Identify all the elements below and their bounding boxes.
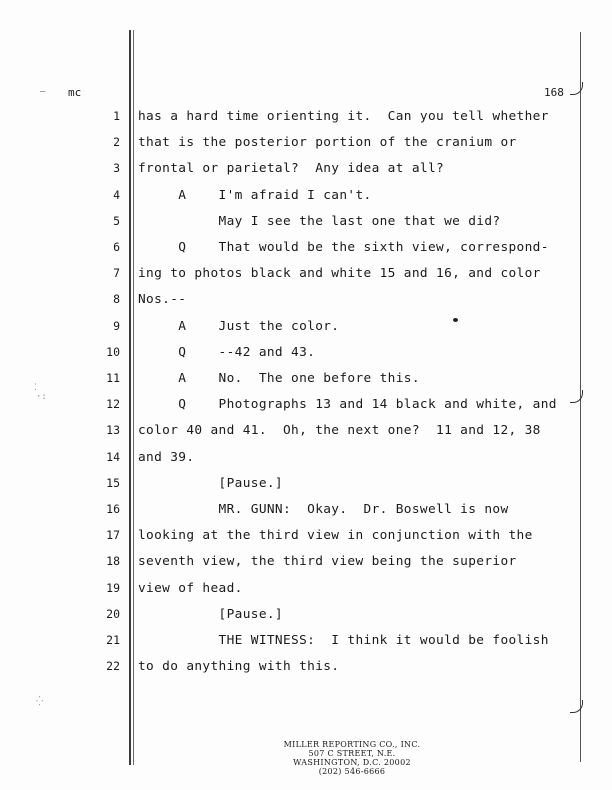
- line-number: 4: [113, 187, 120, 202]
- line-text: seventh view, the third view being the superior: [138, 554, 517, 570]
- line-text: Q --42 and 43.: [138, 344, 316, 360]
- line-text: [Pause.]: [138, 606, 283, 622]
- scan-mark: ⁛: [36, 697, 44, 707]
- line-number: 16: [106, 502, 120, 516]
- scan-mark: ·:: [36, 392, 47, 402]
- transcript-line: [0, 633, 612, 653]
- transcript-line: [0, 135, 612, 155]
- transcript-line: [0, 397, 612, 417]
- scan-mark: —: [40, 87, 46, 97]
- transcript-line: [0, 109, 612, 129]
- margin-bracket-mark: [570, 82, 583, 95]
- line-text: Q Photographs 13 and 14 black and white, and: [138, 397, 557, 413]
- transcript-line: [0, 450, 612, 470]
- line-number: 17: [106, 528, 120, 543]
- line-number: 7: [113, 266, 120, 281]
- line-text: MR. GUNN: Okay. Dr. Boswell is now: [138, 502, 509, 517]
- line-text: looking at the third view in conjunction with the: [138, 528, 533, 544]
- transcript-line: [0, 476, 612, 496]
- line-number: 1: [113, 109, 120, 123]
- line-number: 3: [113, 161, 120, 176]
- line-text: view of head.: [138, 580, 243, 596]
- transcript-line: [0, 188, 612, 208]
- line-number: 21: [106, 633, 120, 647]
- ink-speck: [453, 318, 458, 322]
- line-number: 13: [106, 423, 120, 438]
- line-number: 20: [106, 606, 120, 621]
- line-number: 19: [106, 580, 120, 595]
- reporter-phone: (202) 546-6666: [318, 767, 386, 776]
- transcript-line: [0, 528, 612, 548]
- line-text: A No. The one before this.: [138, 371, 420, 386]
- transcript-line: [0, 240, 612, 260]
- operator-initials: mc: [68, 86, 82, 99]
- reporter-company: MILLER REPORTING CO., INC.: [283, 740, 421, 749]
- line-number: 2: [113, 135, 120, 150]
- line-text: ing to photos black and white 15 and 16, and color: [138, 266, 541, 282]
- line-number: 8: [113, 292, 120, 307]
- transcript-line: [0, 319, 612, 339]
- line-number: 14: [106, 449, 120, 464]
- line-number: 22: [106, 659, 120, 674]
- line-text: has a hard time orienting it. Can you tell whether: [138, 109, 549, 124]
- line-number: 18: [106, 554, 120, 569]
- line-text: Q That would be the sixth view, correspond-: [138, 240, 549, 255]
- scan-mark: ⁚: [34, 383, 37, 393]
- line-text: May I see the last one that we did?: [138, 213, 501, 229]
- margin-bracket-mark: [570, 700, 583, 713]
- transcript-line: [0, 292, 612, 312]
- line-text: color 40 and 41. Oh, the next one? 11 and 12, 38: [138, 423, 541, 439]
- line-number: 12: [106, 397, 120, 412]
- transcript-line: [0, 502, 612, 522]
- transcript-line: [0, 214, 612, 234]
- transcript-line: [0, 345, 612, 365]
- line-text: to do anything with this.: [138, 659, 340, 675]
- transcript-line: [0, 423, 612, 443]
- line-text: and 39.: [138, 449, 195, 465]
- transcript-line: [0, 659, 612, 679]
- line-number: 15: [106, 475, 120, 490]
- line-text: [Pause.]: [138, 475, 283, 491]
- line-number: 9: [113, 318, 120, 333]
- line-text: that is the posterior portion of the cranium or: [138, 135, 517, 151]
- transcript-line: [0, 607, 612, 627]
- line-text: frontal or parietal? Any idea at all?: [138, 161, 445, 177]
- reporter-street: 507 C STREET, N.E.: [308, 749, 396, 758]
- transcript-line: [0, 161, 612, 181]
- line-number: 5: [113, 213, 120, 228]
- transcript-line: [0, 266, 612, 286]
- line-number: 10: [106, 344, 120, 359]
- line-text: Nos.--: [138, 292, 187, 308]
- transcript-line: [0, 581, 612, 601]
- transcript-line: [0, 371, 612, 391]
- court-reporter-footer: [262, 740, 442, 776]
- transcript-line: [0, 554, 612, 574]
- line-number: 6: [113, 240, 120, 254]
- reporter-city: WASHINGTON, D.C. 20002: [293, 758, 411, 767]
- page-number: 168: [544, 86, 564, 99]
- line-number: 11: [106, 371, 120, 385]
- line-text: A I'm afraid I can't.: [138, 187, 372, 203]
- line-text: A Just the color.: [138, 318, 340, 334]
- line-text: THE WITNESS: I think it would be foolish: [138, 633, 549, 648]
